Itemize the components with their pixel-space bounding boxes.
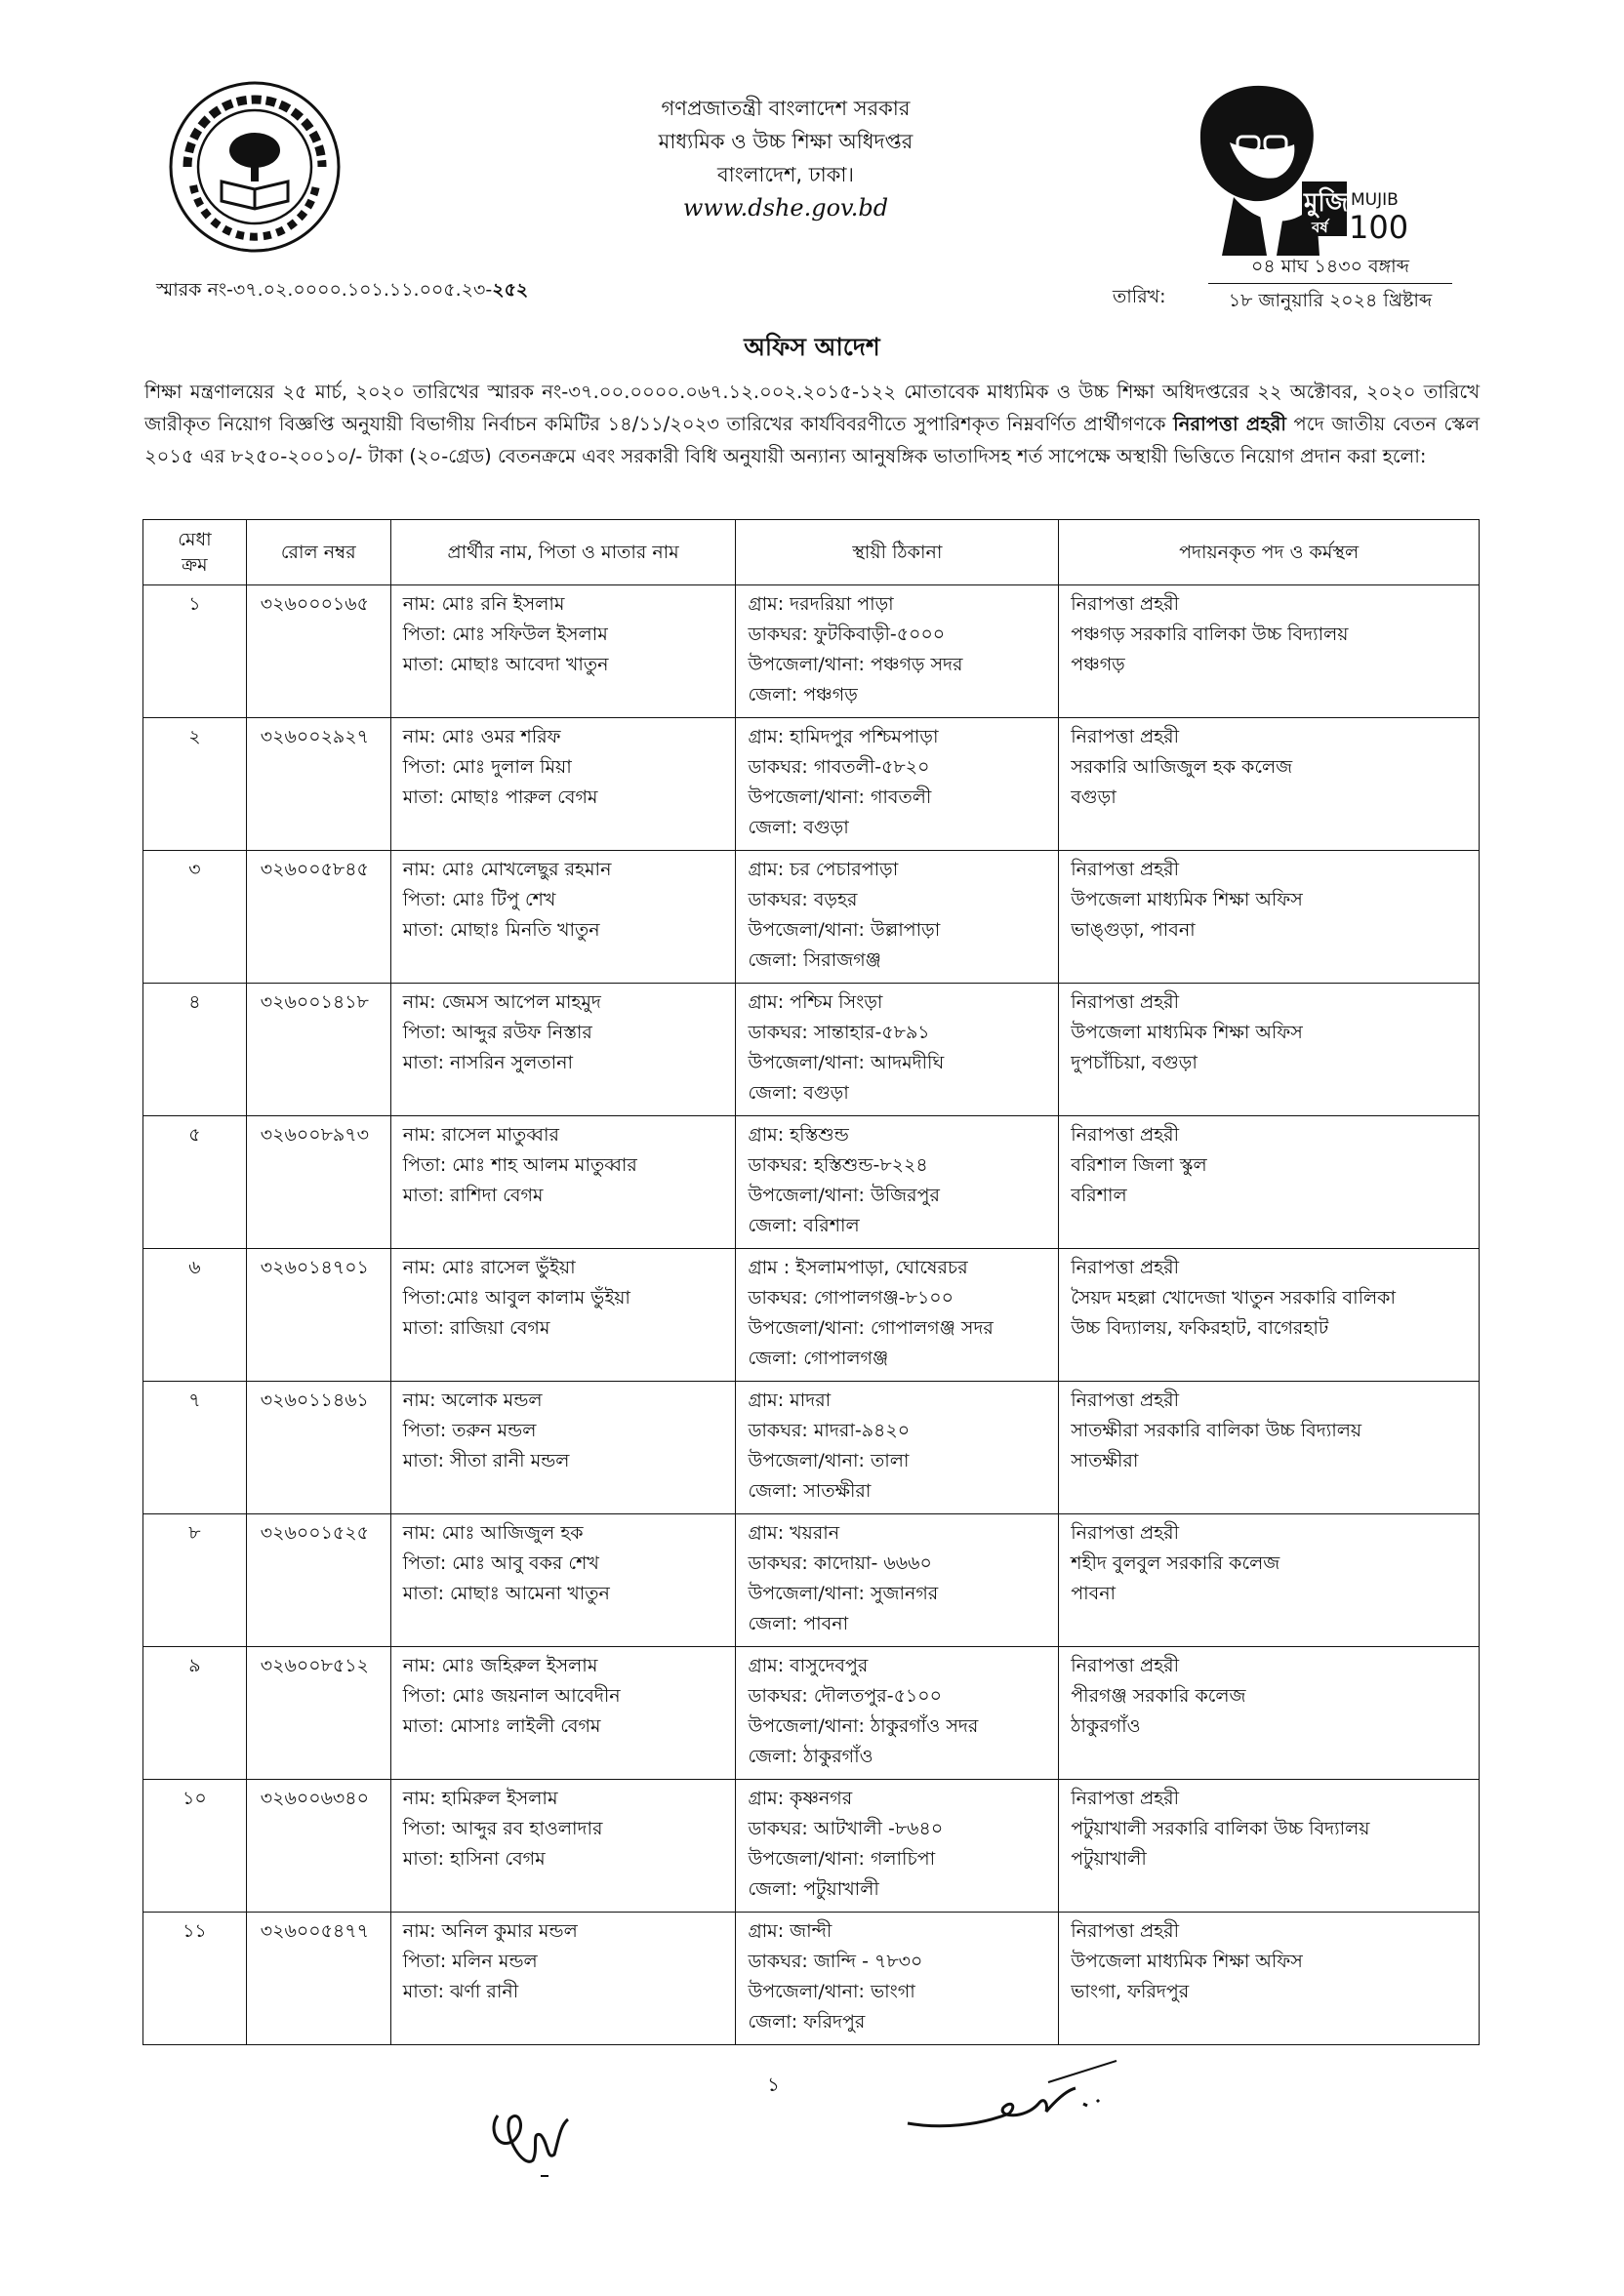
name-line: নাম: অলোক মন্ডল xyxy=(402,1390,543,1411)
posting-line: উচ্চ বিদ্যালয়, ফকিরহাট, বাগেরহাট xyxy=(1071,1317,1329,1339)
table-row xyxy=(143,718,1480,851)
cell-posting xyxy=(1059,1514,1480,1647)
name-line: পিতা: আব্দুর রব হাওলাদার xyxy=(402,1818,603,1839)
table-row xyxy=(143,1647,1480,1780)
address-line: উপজেলা/থানা: তালা xyxy=(748,1450,910,1471)
posting-line: উপজেলা মাধ্যমিক শিক্ষা অফিস xyxy=(1071,889,1303,910)
posting-line: নিরাপত্তা প্রহরী xyxy=(1071,1788,1180,1809)
address-line: গ্রাম : ইসলামপাড়া, ঘোষেরচর xyxy=(748,1257,968,1278)
memo-number: স্মারক নং-৩৭.০২.০০০০.১০১.১১.০০৫.২৩-২৫২ xyxy=(156,279,529,301)
mujib-borsho-100-logo xyxy=(1183,72,1409,256)
address-line: ডাকঘর: কাদোয়া- ৬৬৬০ xyxy=(748,1552,932,1574)
header-posting: পদায়নকৃত পদ ও কর্মস্থল xyxy=(1059,520,1480,585)
header-website: www.dshe.gov.bd xyxy=(682,194,889,222)
cell-address xyxy=(736,1382,1059,1514)
address-line: উপজেলা/থানা: গাবতলী xyxy=(748,786,932,808)
name-line: নাম: মোঃ রাসেল ভুঁইয়া xyxy=(402,1257,576,1278)
cell-serial: ১০ xyxy=(143,1780,247,1913)
table-row xyxy=(143,984,1480,1116)
cell-names xyxy=(390,1382,736,1514)
posting-line: নিরাপত্তা প্রহরী xyxy=(1071,1124,1180,1146)
cell-posting xyxy=(1059,984,1480,1116)
address-line: ডাকঘর: হস্তিশুন্ড-৮২২৪ xyxy=(748,1154,928,1176)
name-line: পিতা: মোঃ দুলাল মিয়া xyxy=(402,756,572,778)
table-body xyxy=(143,585,1480,2045)
cell-names xyxy=(390,718,736,851)
cell-address xyxy=(736,1913,1059,2045)
cell-serial: ৯ xyxy=(143,1647,247,1780)
cell-address xyxy=(736,1249,1059,1382)
date-gregorian: ১৮ জানুয়ারি ২০২৪ খ্রিষ্টাব্দ xyxy=(1228,290,1433,311)
cell-serial: ৪ xyxy=(143,984,247,1116)
address-line: জেলা: পাবনা xyxy=(748,1613,849,1634)
table-row xyxy=(143,1116,1480,1249)
address-line: গ্রাম: কৃষ্ণনগর xyxy=(748,1788,853,1809)
posting-line: বরিশাল জিলা স্কুল xyxy=(1071,1154,1207,1176)
header-serial: মেধা ক্রম xyxy=(143,520,247,585)
posting-line: নিরাপত্তা প্রহরী xyxy=(1071,1257,1180,1278)
cell-roll: ৩২৬০০১৪১৮ xyxy=(246,984,390,1116)
name-line: নাম: মোঃ মোখলেছুর রহমান xyxy=(402,859,612,880)
table-row xyxy=(143,585,1480,718)
cell-posting xyxy=(1059,718,1480,851)
address-line: ডাকঘর: গাবতলী-৫৮২০ xyxy=(748,756,930,778)
cell-serial: ৩ xyxy=(143,851,247,984)
page-number: ১ xyxy=(767,2073,780,2096)
posting-line: পটুয়াখালী সরকারি বালিকা উচ্চ বিদ্যালয় xyxy=(1071,1818,1370,1839)
cell-names xyxy=(390,1514,736,1647)
date-label: তারিখ: xyxy=(1113,286,1166,307)
address-line: উপজেলা/থানা: ঠাকুরগাঁও সদর xyxy=(748,1715,979,1737)
posting-line: পঞ্চগড় সরকারি বালিকা উচ্চ বিদ্যালয় xyxy=(1071,624,1349,645)
cell-names xyxy=(390,1116,736,1249)
cell-serial: ৭ xyxy=(143,1382,247,1514)
name-line: পিতা: মোঃ টিপু শেখ xyxy=(402,889,556,910)
date-block xyxy=(1206,250,1454,317)
address-line: জেলা: পটুয়াখালী xyxy=(748,1878,879,1900)
address-line: উপজেলা/থানা: গোপালগঞ্জ সদর xyxy=(748,1317,994,1339)
posting-line: পঞ্চগড় xyxy=(1071,654,1125,675)
cell-address xyxy=(736,585,1059,718)
name-line: নাম: মোঃ জহিরুল ইসলাম xyxy=(402,1655,598,1676)
date-bangla: ০৪ মাঘ ১৪৩০ বঙ্গাব্দ xyxy=(1251,256,1409,277)
cell-roll: ৩২৬০০১৫২৫ xyxy=(246,1514,390,1647)
cell-names xyxy=(390,851,736,984)
address-line: উপজেলা/থানা: উজিরপুর xyxy=(748,1185,940,1206)
cell-roll: ৩২৬০০০১৬৫ xyxy=(246,585,390,718)
posting-line: উপজেলা মাধ্যমিক শিক্ষা অফিস xyxy=(1071,1951,1303,1972)
posting-line: পীরগঞ্জ সরকারি কলেজ xyxy=(1071,1685,1246,1707)
name-line: মাতা: মোছাঃ পারুল বেগম xyxy=(402,786,598,808)
cell-roll: ৩২৬০০৮৫১২ xyxy=(246,1647,390,1780)
table-row xyxy=(143,1382,1480,1514)
cell-serial: ৫ xyxy=(143,1116,247,1249)
cell-posting xyxy=(1059,1780,1480,1913)
posting-line: নিরাপত্তা প্রহরী xyxy=(1071,991,1180,1013)
header-directorate: মাধ্যমিক ও উচ্চ শিক্ষা অধিদপ্তর xyxy=(658,130,914,153)
cell-names xyxy=(390,1780,736,1913)
cell-address xyxy=(736,1116,1059,1249)
cell-roll: ৩২৬০১১৪৬১ xyxy=(246,1382,390,1514)
cell-address xyxy=(736,1647,1059,1780)
address-line: গ্রাম: পশ্চিম সিংড়া xyxy=(748,991,883,1013)
posting-line: ভাংগা, ফরিদপুর xyxy=(1071,1981,1190,2002)
name-line: নাম: মোঃ রনি ইসলাম xyxy=(402,593,565,615)
address-line: গ্রাম: চর পেচারপাড়া xyxy=(748,859,899,880)
address-line: গ্রাম: জান্দী xyxy=(748,1920,832,1942)
cell-posting xyxy=(1059,851,1480,984)
posting-line: নিরাপত্তা প্রহরী xyxy=(1071,1390,1180,1411)
posting-line: ঠাকুরগাঁও xyxy=(1071,1715,1141,1737)
posting-line: দুপচাঁচিয়া, বগুড়া xyxy=(1071,1052,1198,1073)
address-line: ডাকঘর: জান্দি - ৭৮৩০ xyxy=(748,1951,923,1972)
cell-posting xyxy=(1059,1913,1480,2045)
address-line: ডাকঘর: গোপালগঞ্জ-৮১০০ xyxy=(748,1287,954,1309)
cell-address xyxy=(736,1514,1059,1647)
cell-names xyxy=(390,1249,736,1382)
posting-line: বরিশাল xyxy=(1071,1185,1127,1206)
cell-serial: ১১ xyxy=(143,1913,247,2045)
address-line: গ্রাম: দরদরিয়া পাড়া xyxy=(748,593,894,615)
address-line: জেলা: বগুড়া xyxy=(748,1082,849,1104)
address-line: জেলা: ঠাকুরগাঁও xyxy=(748,1746,873,1767)
name-line: মাতা: রাশিদা বেগম xyxy=(402,1185,544,1206)
table-row xyxy=(143,1913,1480,2045)
cell-roll: ৩২৬০০৫৮৪৫ xyxy=(246,851,390,984)
name-line: নাম: অনিল কুমার মন্ডল xyxy=(402,1920,578,1942)
cell-serial: ৮ xyxy=(143,1514,247,1647)
signature-right xyxy=(902,2055,1126,2143)
cell-names xyxy=(390,984,736,1116)
address-line: ডাকঘর: সান্তাহার-৫৮৯১ xyxy=(748,1022,930,1043)
name-line: মাতা: মোসাঃ লাইলী বেগম xyxy=(402,1715,601,1737)
posting-line: নিরাপত্তা প্রহরী xyxy=(1071,859,1180,880)
header-location: বাংলাদেশ, ঢাকা। xyxy=(716,163,855,186)
table-row xyxy=(143,1780,1480,1913)
address-line: জেলা: গোপালগঞ্জ xyxy=(748,1348,889,1369)
address-line: গ্রাম: হামিদপুর পশ্চিমপাড়া xyxy=(748,726,939,747)
address-line: জেলা: সিরাজগঞ্জ xyxy=(748,949,881,971)
address-line: ডাকঘর: দৌলতপুর-৫১০০ xyxy=(748,1685,942,1707)
posting-line: শহীদ বুলবুল সরকারি কলেজ xyxy=(1071,1552,1280,1574)
cell-serial: ৬ xyxy=(143,1249,247,1382)
mujib-logo-english: MUJIB xyxy=(1351,190,1399,210)
address-line: জেলা: পঞ্চগড় xyxy=(748,684,858,705)
cell-names xyxy=(390,585,736,718)
address-line: উপজেলা/থানা: ভাংগা xyxy=(748,1981,915,2002)
name-line: মাতা: নাসরিন সুলতানা xyxy=(402,1052,574,1073)
posting-line: নিরাপত্তা প্রহরী xyxy=(1071,593,1180,615)
posting-line: নিরাপত্তা প্রহরী xyxy=(1071,1920,1180,1942)
posting-line: পটুয়াখালী xyxy=(1071,1848,1147,1870)
name-line: পিতা: মলিন মন্ডল xyxy=(402,1951,538,1972)
name-line: পিতা: মোঃ শাহ আলম মাতুব্বার xyxy=(402,1154,637,1176)
address-line: গ্রাম: খয়রান xyxy=(748,1522,840,1544)
address-line: উপজেলা/থানা: সুজানগর xyxy=(748,1583,939,1604)
cell-serial: ২ xyxy=(143,718,247,851)
name-line: মাতা: রাজিয়া বেগম xyxy=(402,1317,550,1339)
cell-posting xyxy=(1059,1647,1480,1780)
address-line: ডাকঘর: আটখালী -৮৬৪০ xyxy=(748,1818,944,1839)
cell-roll: ৩২৬০০৫৪৭৭ xyxy=(246,1913,390,2045)
name-line: নাম: হামিরুল ইসলাম xyxy=(402,1788,558,1809)
name-line: মাতা: হাসিনা বেগম xyxy=(402,1848,546,1870)
name-line: পিতা:মোঃ আবুল কালাম ভুঁইয়া xyxy=(402,1287,630,1309)
header-address: স্থায়ী ঠিকানা xyxy=(736,520,1059,585)
posting-line: নিরাপত্তা প্রহরী xyxy=(1071,726,1180,747)
address-line: ডাকঘর: ফুটকিবাড়ী-৫০০০ xyxy=(748,624,946,645)
address-line: উপজেলা/থানা: আদমদীঘি xyxy=(748,1052,945,1073)
name-line: নাম: রাসেল মাতুব্বার xyxy=(402,1124,559,1146)
name-line: মাতা: মোছাঃ মিনতি খাতুন xyxy=(402,919,600,941)
header-govt: গণপ্রজাতন্ত্রী বাংলাদেশ সরকার xyxy=(661,97,911,120)
address-line: ডাকঘর: বড়হর xyxy=(748,889,858,910)
name-line: নাম: মোঃ ওমর শরিফ xyxy=(402,726,561,747)
name-line: পিতা: আব্দুর রউফ নিস্তার xyxy=(402,1022,592,1043)
signature-left xyxy=(484,2086,611,2184)
address-line: জেলা: ফরিদপুর xyxy=(748,2011,866,2033)
appointment-table xyxy=(142,519,1480,2045)
name-line: নাম: মোঃ আজিজুল হক xyxy=(402,1522,584,1544)
posting-line: নিরাপত্তা প্রহরী xyxy=(1071,1522,1180,1544)
cell-posting xyxy=(1059,1249,1480,1382)
table-row xyxy=(143,1514,1480,1647)
cell-roll: ৩২৬০০২৯২৭ xyxy=(246,718,390,851)
cell-address xyxy=(736,851,1059,984)
cell-roll: ৩২৬০১৪৭০১ xyxy=(246,1249,390,1382)
address-line: উপজেলা/থানা: গলাচিপা xyxy=(748,1848,936,1870)
header-block xyxy=(586,92,986,224)
address-line: গ্রাম: মাদরা xyxy=(748,1390,832,1411)
posting-line: উপজেলা মাধ্যমিক শিক্ষা অফিস xyxy=(1071,1022,1303,1043)
posting-line: বগুড়া xyxy=(1071,786,1116,808)
table-row xyxy=(143,851,1480,984)
name-line: নাম: জেমস আপেল মাহমুদ xyxy=(402,991,601,1013)
address-line: ডাকঘর: মাদরা-৯৪২০ xyxy=(748,1420,911,1441)
cell-roll: ৩২৬০০৮৯৭৩ xyxy=(246,1116,390,1249)
government-seal-icon xyxy=(168,80,342,254)
address-line: উপজেলা/থানা: পঞ্চগড় সদর xyxy=(748,654,963,675)
posting-line: সৈয়দ মহল্লা খোদেজা খাতুন সরকারি বালিকা xyxy=(1071,1287,1396,1309)
posting-line: নিরাপত্তা প্রহরী xyxy=(1071,1655,1180,1676)
cell-address xyxy=(736,984,1059,1116)
name-line: পিতা: তরুন মন্ডল xyxy=(402,1420,537,1441)
posting-line: পাবনা xyxy=(1071,1583,1116,1604)
name-line: মাতা: সীতা রানী মন্ডল xyxy=(402,1450,570,1471)
posting-line: সরকারি আজিজুল হক কলেজ xyxy=(1071,756,1293,778)
cell-names xyxy=(390,1647,736,1780)
name-line: পিতা: মোঃ আবু বকর শেখ xyxy=(402,1552,599,1574)
cell-posting xyxy=(1059,585,1480,718)
posting-line: ভাঙ্গুড়া, পাবনা xyxy=(1071,919,1196,941)
cell-serial: ১ xyxy=(143,585,247,718)
cell-names xyxy=(390,1913,736,2045)
name-line: মাতা: ঝর্ণা রানী xyxy=(402,1981,519,2002)
header-roll: রোল নম্বর xyxy=(246,520,390,585)
posting-line: সাতক্ষীরা xyxy=(1071,1450,1139,1471)
name-line: মাতা: মোছাঃ আবেদা খাতুন xyxy=(402,654,609,675)
name-line: মাতা: মোছাঃ আমেনা খাতুন xyxy=(402,1583,610,1604)
cell-posting xyxy=(1059,1382,1480,1514)
name-line: পিতা: মোঃ জয়নাল আবেদীন xyxy=(402,1685,621,1707)
cell-address xyxy=(736,718,1059,851)
address-line: গ্রাম: হস্তিশুন্ড xyxy=(748,1124,849,1146)
cell-address xyxy=(736,1780,1059,1913)
mujib-logo-100: 100 xyxy=(1349,209,1409,246)
address-line: উপজেলা/থানা: উল্লাপাড়া xyxy=(748,919,941,941)
address-line: জেলা: বরিশাল xyxy=(748,1215,860,1236)
address-line: গ্রাম: বাসুদেবপুর xyxy=(748,1655,869,1676)
table-header-row xyxy=(143,520,1480,585)
cell-posting xyxy=(1059,1116,1480,1249)
table-row xyxy=(143,1249,1480,1382)
mujib-logo-bangla: মুজিব xyxy=(1304,188,1362,218)
order-paragraph: শিক্ষা মন্ত্রণালয়ের ২৫ মার্চ, ২০২০ তারিখের স্মারক নং-৩৭.০০.০০০০.০৬৭.১২.০০২.২০১৫-১২২ মোতাবেক মাধ্যমিক ও উচ্চ শিক্ষা অধিদপ্তরের ২২ অক্টোবর, ২০২০ তারিখে জারীকৃত নিয়োগ বিজ্ঞপ্তি অনুযায়ী বিভাগীয় নির্বাচন কমিটির ১৪/১১/২০২৩ তারিখের কার্যবিবরণীতে সুপারিশকৃত নিম্নবর্ণিত প্রার্থীগণকে নিরাপত্তা প্রহরী পদে জাতীয় বেতন স্কেল ২০১৫ এর ৮২৫০-২০০১০/- টাকা (২০-গ্রেড) বেতনক্রমে এবং সরকারী বিধি অনুযায়ী অন্যান্য আনুষঙ্গিক ভাতাদিসহ শর্ত সাপেক্ষে অস্থায়ী ভিত্তিতে নিয়োগ প্রদান করা হলো: xyxy=(144,381,1480,467)
address-line: জেলা: বগুড়া xyxy=(748,817,849,838)
cell-roll: ৩২৬০০৬৩৪০ xyxy=(246,1780,390,1913)
name-line: পিতা: মোঃ সফিউল ইসলাম xyxy=(402,624,608,645)
address-line: জেলা: সাতক্ষীরা xyxy=(748,1480,872,1502)
posting-line: সাতক্ষীরা সরকারি বালিকা উচ্চ বিদ্যালয় xyxy=(1071,1420,1362,1441)
page-title: অফিস আদেশ xyxy=(744,333,880,361)
mujib-logo-borsho: বর্ষ xyxy=(1312,219,1328,236)
header-names: প্রার্থীর নাম, পিতা ও মাতার নাম xyxy=(390,520,736,585)
